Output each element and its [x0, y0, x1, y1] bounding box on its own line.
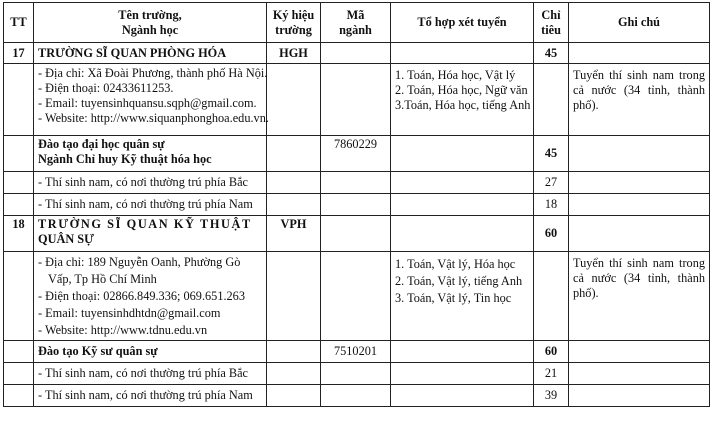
empty-cell — [4, 64, 34, 136]
empty-cell — [321, 194, 391, 216]
school-quota: 60 — [534, 216, 569, 252]
subject-combinations: 1. Toán, Vật lý, Hóa học 2. Toán, Vật lý, tiếng Anh 3. Toán, Vật lý, Tin học — [391, 252, 534, 341]
empty-cell — [534, 252, 569, 341]
empty-cell — [321, 172, 391, 194]
empty-cell — [321, 252, 391, 341]
school-row — [4, 43, 710, 64]
school-info-row — [4, 252, 710, 341]
empty-cell — [4, 252, 34, 341]
quota-row-label: - Thí sinh nam, có nơi thường trú phía Bắc — [34, 172, 267, 194]
empty-cell — [569, 363, 710, 385]
website-text: - Website: http://www.siquanphonghoa.edu.vn. — [38, 111, 269, 125]
empty-cell — [569, 194, 710, 216]
note-text: Tuyển thí sinh nam trong cả nước (34 tỉnh, thành phố). — [569, 252, 710, 341]
phone-text: - Điện thoại: 02866.849.336; 069.651.263 — [38, 289, 245, 303]
header-note: Ghi chú — [569, 3, 710, 43]
school-contact-info — [34, 252, 267, 341]
empty-cell — [391, 216, 534, 252]
empty-cell — [321, 363, 391, 385]
quota-row — [4, 385, 710, 407]
school-contact-info — [34, 64, 267, 136]
header-row — [4, 3, 710, 43]
empty-cell — [321, 385, 391, 407]
empty-cell — [391, 341, 534, 363]
quota-row — [4, 194, 710, 216]
school-row — [4, 216, 710, 252]
quota-row-value: 18 — [534, 194, 569, 216]
school-quota: 45 — [534, 43, 569, 64]
program-quota: 60 — [534, 341, 569, 363]
header-combination: Tổ hợp xét tuyển — [391, 3, 534, 43]
quota-row-label: - Thí sinh nam, có nơi thường trú phía Nam — [34, 194, 267, 216]
empty-cell — [569, 341, 710, 363]
empty-cell — [391, 172, 534, 194]
empty-cell — [267, 194, 321, 216]
empty-cell — [569, 136, 710, 172]
empty-cell — [534, 64, 569, 136]
empty-cell — [569, 43, 710, 64]
empty-cell — [4, 172, 34, 194]
address-text: - Địa chỉ: Xã Đoài Phương, thành phố Hà Nội. — [38, 66, 268, 80]
empty-cell — [321, 43, 391, 64]
program-code: 7860229 — [321, 136, 391, 172]
note-text: Tuyển thí sinh nam trong cả nước (34 tỉnh, thành phố). — [569, 64, 710, 136]
header-school-code: Ký hiệu trường — [267, 3, 321, 43]
empty-cell — [569, 216, 710, 252]
empty-cell — [4, 363, 34, 385]
subject-combinations: 1. Toán, Hóa học, Vật lý 2. Toán, Hóa học, Ngữ văn 3.Toán, Hóa học, tiếng Anh — [391, 64, 534, 136]
empty-cell — [267, 64, 321, 136]
quota-row-label: - Thí sinh nam, có nơi thường trú phía Nam — [34, 385, 267, 407]
email-text: - Email: tuyensinhquansu.sqph@gmail.com. — [38, 96, 257, 110]
website-text: - Website: http://www.tdnu.edu.vn — [38, 323, 208, 337]
quota-row — [4, 363, 710, 385]
school-tt: 18 — [4, 216, 34, 252]
phone-text: - Điện thoại: 02433611253. — [38, 81, 174, 95]
empty-cell — [4, 194, 34, 216]
program-name: Đào tạo đại học quân sự Ngành Chỉ huy Kỹ thuật hóa học — [34, 136, 267, 172]
empty-cell — [267, 252, 321, 341]
empty-cell — [391, 136, 534, 172]
school-info-row — [4, 64, 710, 136]
empty-cell — [391, 385, 534, 407]
empty-cell — [4, 341, 34, 363]
empty-cell — [267, 341, 321, 363]
quota-row-value: 39 — [534, 385, 569, 407]
quota-row — [4, 172, 710, 194]
header-tt: TT — [4, 3, 34, 43]
program-row — [4, 136, 710, 172]
header-school: Tên trường, Ngành học — [34, 3, 267, 43]
empty-cell — [391, 363, 534, 385]
address-text: - Địa chỉ: 189 Nguyễn Oanh, Phường Gò — [38, 255, 241, 269]
empty-cell — [321, 64, 391, 136]
admissions-table — [3, 2, 710, 407]
empty-cell — [267, 136, 321, 172]
empty-cell — [267, 385, 321, 407]
address-text-cont: Vấp, Tp Hồ Chí Minh — [48, 272, 157, 286]
school-name: TRƯỜNG SĨ QUAN KỸ THUẬT QUÂN SỰ — [34, 216, 267, 252]
empty-cell — [391, 194, 534, 216]
quota-row-label: - Thí sinh nam, có nơi thường trú phía Bắc — [34, 363, 267, 385]
school-code: HGH — [267, 43, 321, 64]
empty-cell — [569, 172, 710, 194]
program-quota: 45 — [534, 136, 569, 172]
school-tt: 17 — [4, 43, 34, 64]
program-row — [4, 341, 710, 363]
empty-cell — [391, 43, 534, 64]
school-code: VPH — [267, 216, 321, 252]
header-major-code: Mã ngành — [321, 3, 391, 43]
empty-cell — [267, 172, 321, 194]
email-text: - Email: tuyensinhdhtdn@gmail.com — [38, 306, 221, 320]
empty-cell — [569, 385, 710, 407]
header-quota: Chỉ tiêu — [534, 3, 569, 43]
empty-cell — [4, 136, 34, 172]
school-name: TRƯỜNG SĨ QUAN PHÒNG HÓA — [34, 43, 267, 64]
quota-row-value: 21 — [534, 363, 569, 385]
program-name: Đào tạo Kỹ sư quân sự — [34, 341, 267, 363]
empty-cell — [4, 385, 34, 407]
empty-cell — [267, 363, 321, 385]
program-code: 7510201 — [321, 341, 391, 363]
quota-row-value: 27 — [534, 172, 569, 194]
empty-cell — [321, 216, 391, 252]
